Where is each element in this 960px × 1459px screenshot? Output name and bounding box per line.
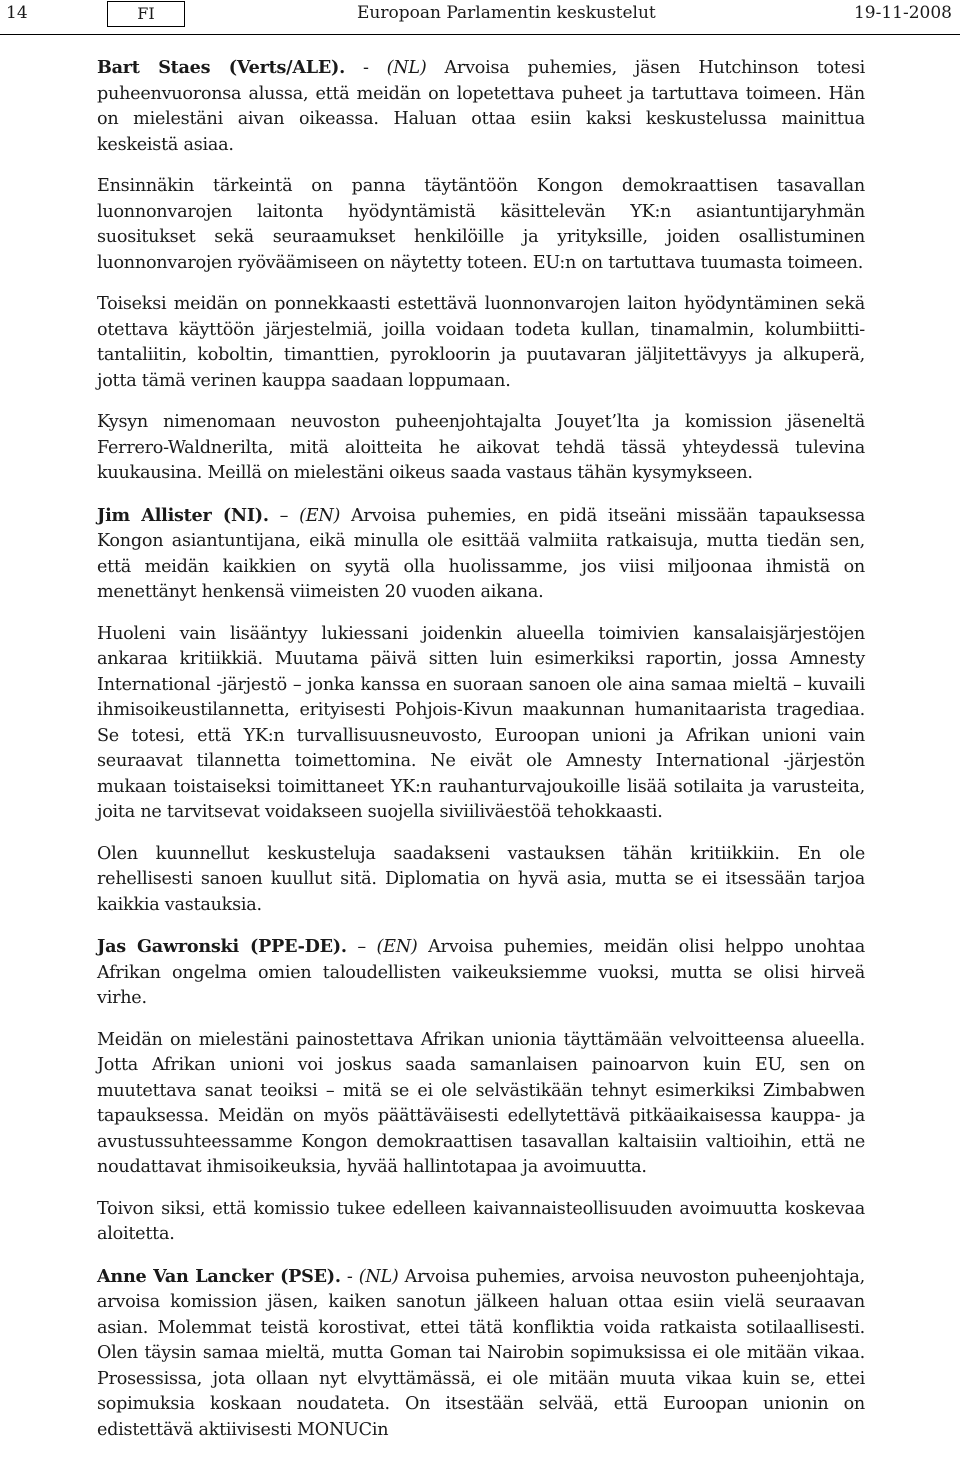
speech-paragraph [97,934,865,1012]
paragraph-text: Arvoisa puhemies, arvoisa neuvoston puheenjohtaja, arvoisa komission jäsen, kaiken sanotun jälkeen haluan ottaa esiin vielä seuraavan asian. Molemmat teistä korostivat, ettei tätä konfliktia voida ratkaista sotilaallisesti. Olen täysin samaa mieltä, mutta Goman tai Nairobin sopimuksissa ei ole mitään vikaa. Prosessissa, jota ollaan nyt elvyttämässä, ei ole mitään muuta vikaa kuin se, ettei sopimuksia koskaan noudateta. On itsestään selvää, että Euroopan unionin on edistettävä aktiivisesti MONUCin [97,1266,865,1440]
paragraph-text: Toivon siksi, että komissio tukee edelleen kaivannaisteollisuuden avoimuutta koskevaa aloitetta. [97,1198,865,1244]
speaker-name: Jas Gawronski (PPE-DE). [97,936,347,957]
paragraph-text: Ensinnäkin tärkeintä on panna täytäntöön Kongon demokraattisen tasavallan luonnonvarojen laitonta hyödyntämistä käsittelevän YK:n asiantuntijaryhmän suositukset sekä seuraamukset henkilöille ja yrityksille, joiden osallistuminen luonnonvarojen ryöväämiseen on näytetty toteen. EU:n on tartuttava tuumasta toimeen. [97,176,865,273]
language-box: FI [107,1,185,27]
document-date: 19-11-2008 [853,3,952,23]
paragraph-text: Toiseksi meidän on ponnekkaasti estettävä luonnonvarojen laiton hyödyntäminen sekä otettava käyttöön järjestelmiä, joilla voidaan todeta kullan, tinamalmin, kolumbiitti-tantaliitin, koboltin, timanttien, pyrokloorin ja puutavaran jäljitettävyys ja alkuperä, jotta tämä verinen kauppa saadaan loppumaan. [97,294,865,391]
speech-paragraph [97,292,865,394]
speaker-separator: – [268,505,300,526]
speaker-separator: - [344,58,387,78]
header-rule [0,34,960,35]
paragraph-text: Huoleni vain lisääntyy lukiessani joidenkin alueella toimivien kansalaisjärjestöjen ankaraa kritiikkiä. Muutama päivä sitten luin esimerkiksi raportin, jossa Amnesty International -järjestö – jonka kanssa en suoraan sanoen ole aina samaa mieltä – kuvaili ihmisoikeustilannetta, erityisesti Pohjois-Kivun maakunnan humanitaarista tragediaa. Se totesi, että YK:n turvallisuusneuvosto, Euroopan unioni ja Afrikan unioni vain seuraavat tilannetta toimettomina. Ne eivät ole Amnesty International -järjestön mukaan toistaiseksi toimittaneet YK:n rauhanturvajoukoille lisää sotilaita ja varusteita, joita ne tarvitsevat voidakseen suojella siviiliväestöä tehokkaasti. [97,623,865,822]
speech-paragraph [97,410,865,487]
language-code: (EN) [299,505,341,526]
speaker-name: Anne Van Lancker (PSE). [97,1265,341,1287]
speech-paragraph [97,55,865,158]
page-header [0,0,960,36]
page-number: 14 [6,3,28,23]
language-code: (NL) [386,58,427,78]
speech-paragraph [97,1264,865,1444]
speech-paragraph [97,1197,865,1248]
speech-paragraph [97,622,865,826]
speaker-name: Bart Staes (Verts/ALE). [97,57,345,78]
paragraph-text: Kysyn nimenomaan neuvoston puheenjohtajalta Jouyet’lta ja komission jäseneltä Ferrero-Waldnerilta, mitä aloitteita he aikovat tehdä tässä yhteydessä tulevina kuukausina. Meillä on mielestäni oikeus saada vastaus tähän kysymykseen. [97,412,865,483]
speech-paragraph [97,842,865,919]
speech-paragraph [97,503,865,606]
document-title: Europoan Parlamentin keskustelut [357,3,656,23]
speaker-separator: – [346,937,377,957]
paragraph-text: Meidän on mielestäni painostettava Afrikan unionia täyttämään velvoitteensa alueella. Jotta Afrikan unioni voi joskus saada samanlaisen painoarvon kuin EU, sen on muutettava sanat teoiksi – mitä se ei ole selvästikään tehnyt esimerkiksi Zimbabwen tapauksessa. Meidän on myös päättäväisesti edellytettävä pitkäaikaisessa kauppa- ja avustussuhteessamme Kongon demokraattisen tasavallan kaltaisiin valtioihin, että ne noudattavat ihmisoikeuksia, hyvää hallintotapaa ja avoimuutta. [97,1029,865,1177]
language-code: (NL) [358,1266,399,1287]
speaker-name: Jim Allister (NI). [97,504,269,526]
paragraph-text: Olen kuunnellut keskusteluja saadakseni vastauksen tähän kritiikkiin. En ole rehellisesti sanoen kuullut sitä. Diplomatia on hyvä asia, mutta se ei itsessään tarjoa kaikkia vastauksia. [97,843,865,915]
paragraph-text: Arvoisa puhemies, meidän olisi helppo unohtaa Afrikan ongelma omien taloudellisten vaikeuksiemme vuoksi, mutta se olisi hirveä virhe. [97,937,866,1008]
speaker-separator: - [340,1266,359,1287]
paragraph-text: Arvoisa puhemies, en pidä itseäni missään tapauksessa Kongon asiantuntijana, eikä minulla ole esittää valmiita ratkaisuja, mutta tiedän sen, että meidän kaikkien on syytä olla huolissamme, jos viisi miljoonaa ihmistä on menettänyt henkensä viimeisten 20 vuoden aikana. [97,505,866,602]
speech-paragraph [97,174,865,276]
speech-paragraph [97,1028,865,1181]
debate-body [97,55,865,1459]
paragraph-text: Arvoisa puhemies, jäsen Hutchinson totesi puheenvuoronsa alussa, että meidän on lopetettava puheet ja tartuttava toimeen. Hän on mielestäni aivan oikeassa. Haluan ottaa esiin kaksi keskustelussa mainittua keskeistä asiaa. [97,58,865,155]
language-code: (EN) [376,937,418,957]
